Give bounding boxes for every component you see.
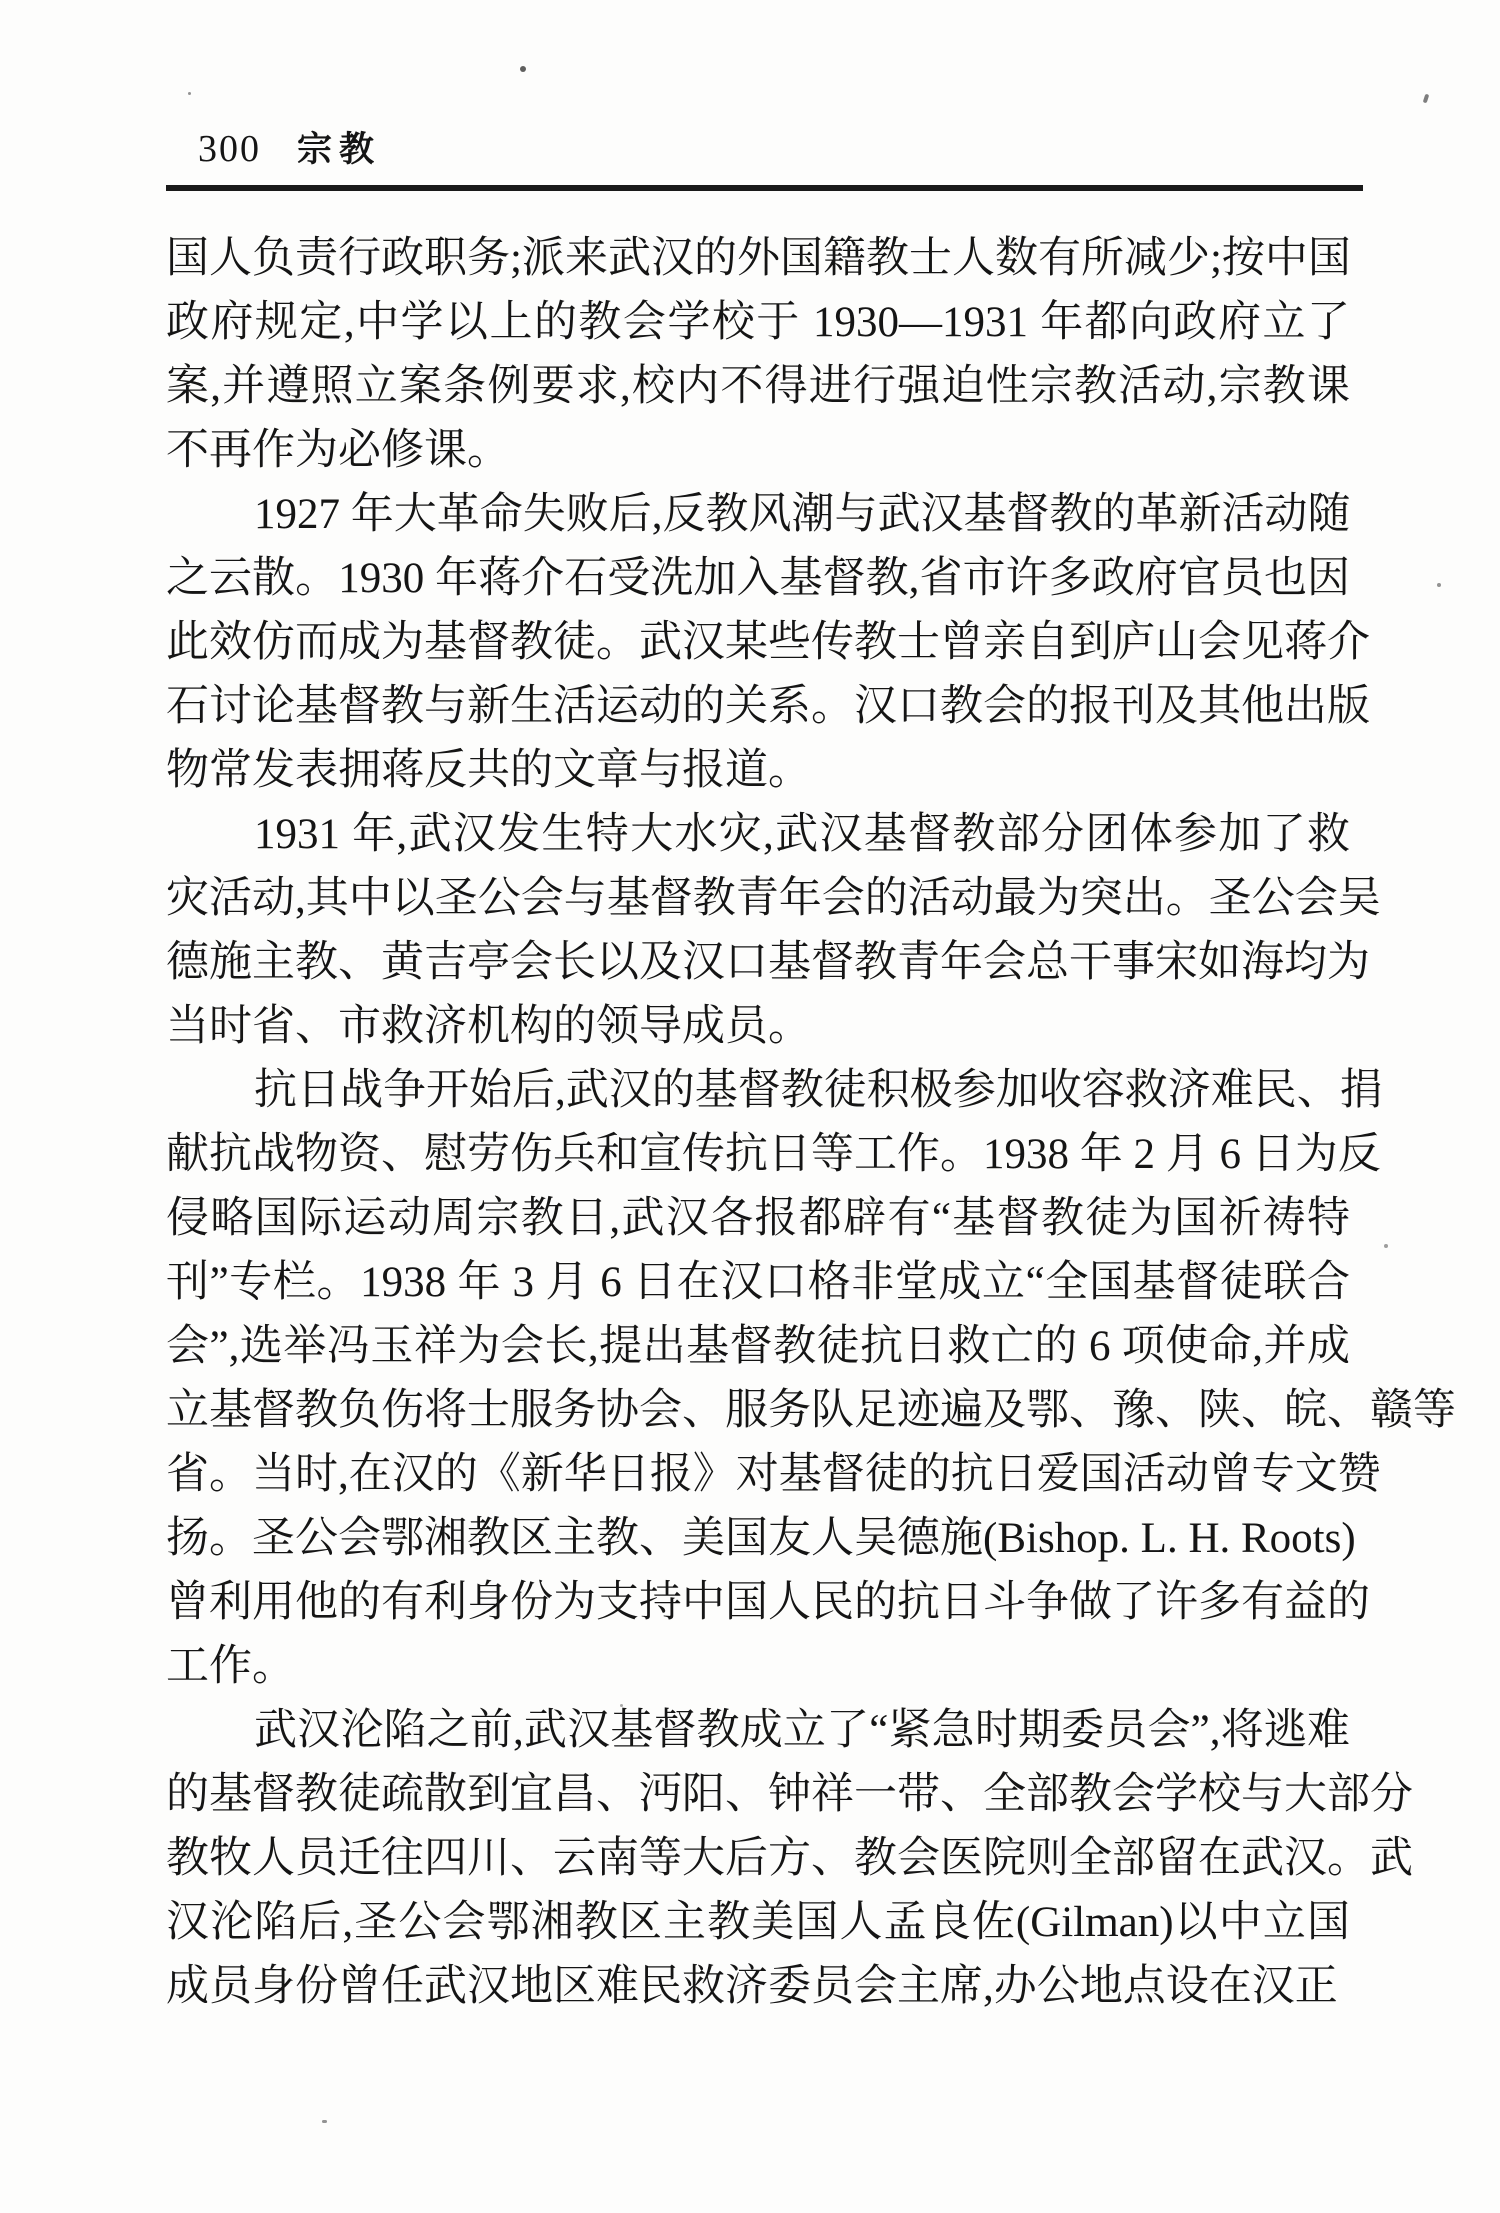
scan-speck xyxy=(322,2120,327,2123)
text-line: 武汉沦陷之前,武汉基督教成立了“紧急时期委员会”,将逃难 xyxy=(254,1707,1350,1754)
text-line: 当时省、市救济机构的领导成员。 xyxy=(166,1003,811,1050)
text-line: 政府规定,中学以上的教会学校于 1930—1931 年都向政府立了 xyxy=(166,299,1350,346)
text-line: 此效仿而成为基督教徒。武汉某些传教士曾亲自到庐山会见蒋介 xyxy=(166,619,1370,666)
scan-speck xyxy=(1423,94,1430,104)
text-line: 会”,选举冯玉祥为会长,提出基督教徒抗日救亡的 6 项使命,并成 xyxy=(166,1323,1350,1370)
text-line: 不再作为必修课。 xyxy=(166,427,510,474)
text-line: 工作。 xyxy=(166,1643,295,1690)
text-line: 曾利用他的有利身份为支持中国人民的抗日斗争做了许多有益的 xyxy=(166,1579,1370,1626)
scan-speck xyxy=(1384,1244,1388,1248)
text-line: 抗日战争开始后,武汉的基督教徒积极参加收容救济难民、捐 xyxy=(254,1067,1383,1114)
text-line: 石讨论基督教与新生活运动的关系。汉口教会的报刊及其他出版 xyxy=(166,683,1370,730)
text-line: 扬。圣公会鄂湘教区主教、美国友人吴德施(Bishop. L. H. Roots) xyxy=(166,1515,1356,1562)
scan-speck xyxy=(1058,846,1062,850)
text-line: 1931 年,武汉发生特大水灾,武汉基督教部分团体参加了救 xyxy=(254,811,1350,858)
text-line: 案,并遵照立案条例要求,校内不得进行强迫性宗教活动,宗教课 xyxy=(166,363,1350,410)
text-line: 德施主教、黄吉亭会长以及汉口基督教青年会总干事宋如海均为 xyxy=(166,939,1370,986)
text-line: 国人负责行政职务;派来武汉的外国籍教士人数有所减少;按中国 xyxy=(166,235,1351,282)
text-line: 立基督教负伤将士服务协会、服务队足迹遍及鄂、豫、陕、皖、赣等 xyxy=(166,1387,1456,1434)
text-line: 省。当时,在汉的《新华日报》对基督徒的抗日爱国活动曾专文赞 xyxy=(166,1451,1381,1498)
scan-speck xyxy=(188,92,191,95)
text-line: 的基督教徒疏散到宜昌、沔阳、钟祥一带、全部教会学校与大部分 xyxy=(166,1771,1413,1818)
header-rule xyxy=(166,185,1363,191)
scan-speck xyxy=(620,1704,623,1707)
text-line: 献抗战物资、慰劳伤兵和宣传抗日等工作。1938 年 2 月 6 日为反 xyxy=(166,1131,1381,1178)
scan-speck xyxy=(1437,583,1441,587)
text-line: 成员身份曾任武汉地区难民救济委员会主席,办公地点设在汉正 xyxy=(166,1963,1338,2010)
text-line: 灾活动,其中以圣公会与基督教青年会的活动最为突出。圣公会吴 xyxy=(166,875,1381,922)
text-line: 刊”专栏。1938 年 3 月 6 日在汉口格非堂成立“全国基督徒联合 xyxy=(166,1259,1350,1306)
text-line: 1927 年大革命失败后,反教风潮与武汉基督教的革新活动随 xyxy=(254,491,1351,538)
section-title: 宗教 xyxy=(297,130,382,169)
text-line: 教牧人员迁往四川、云南等大后方、教会医院则全部留在武汉。武 xyxy=(166,1835,1413,1882)
scan-speck xyxy=(520,66,526,72)
text-line: 汉沦陷后,圣公会鄂湘教区主教美国人孟良佐(Gilman)以中立国 xyxy=(166,1899,1350,1946)
page-number: 300 xyxy=(198,128,261,170)
text-line: 物常发表拥蒋反共的文章与报道。 xyxy=(166,747,811,794)
text-line: 之云散。1930 年蒋介石受洗加入基督教,省市许多政府官员也因 xyxy=(166,555,1350,602)
body-text xyxy=(166,227,1456,2019)
text-line: 侵略国际运动周宗教日,武汉各报都辟有“基督教徒为国祈祷特 xyxy=(166,1195,1350,1242)
running-header xyxy=(198,122,381,172)
